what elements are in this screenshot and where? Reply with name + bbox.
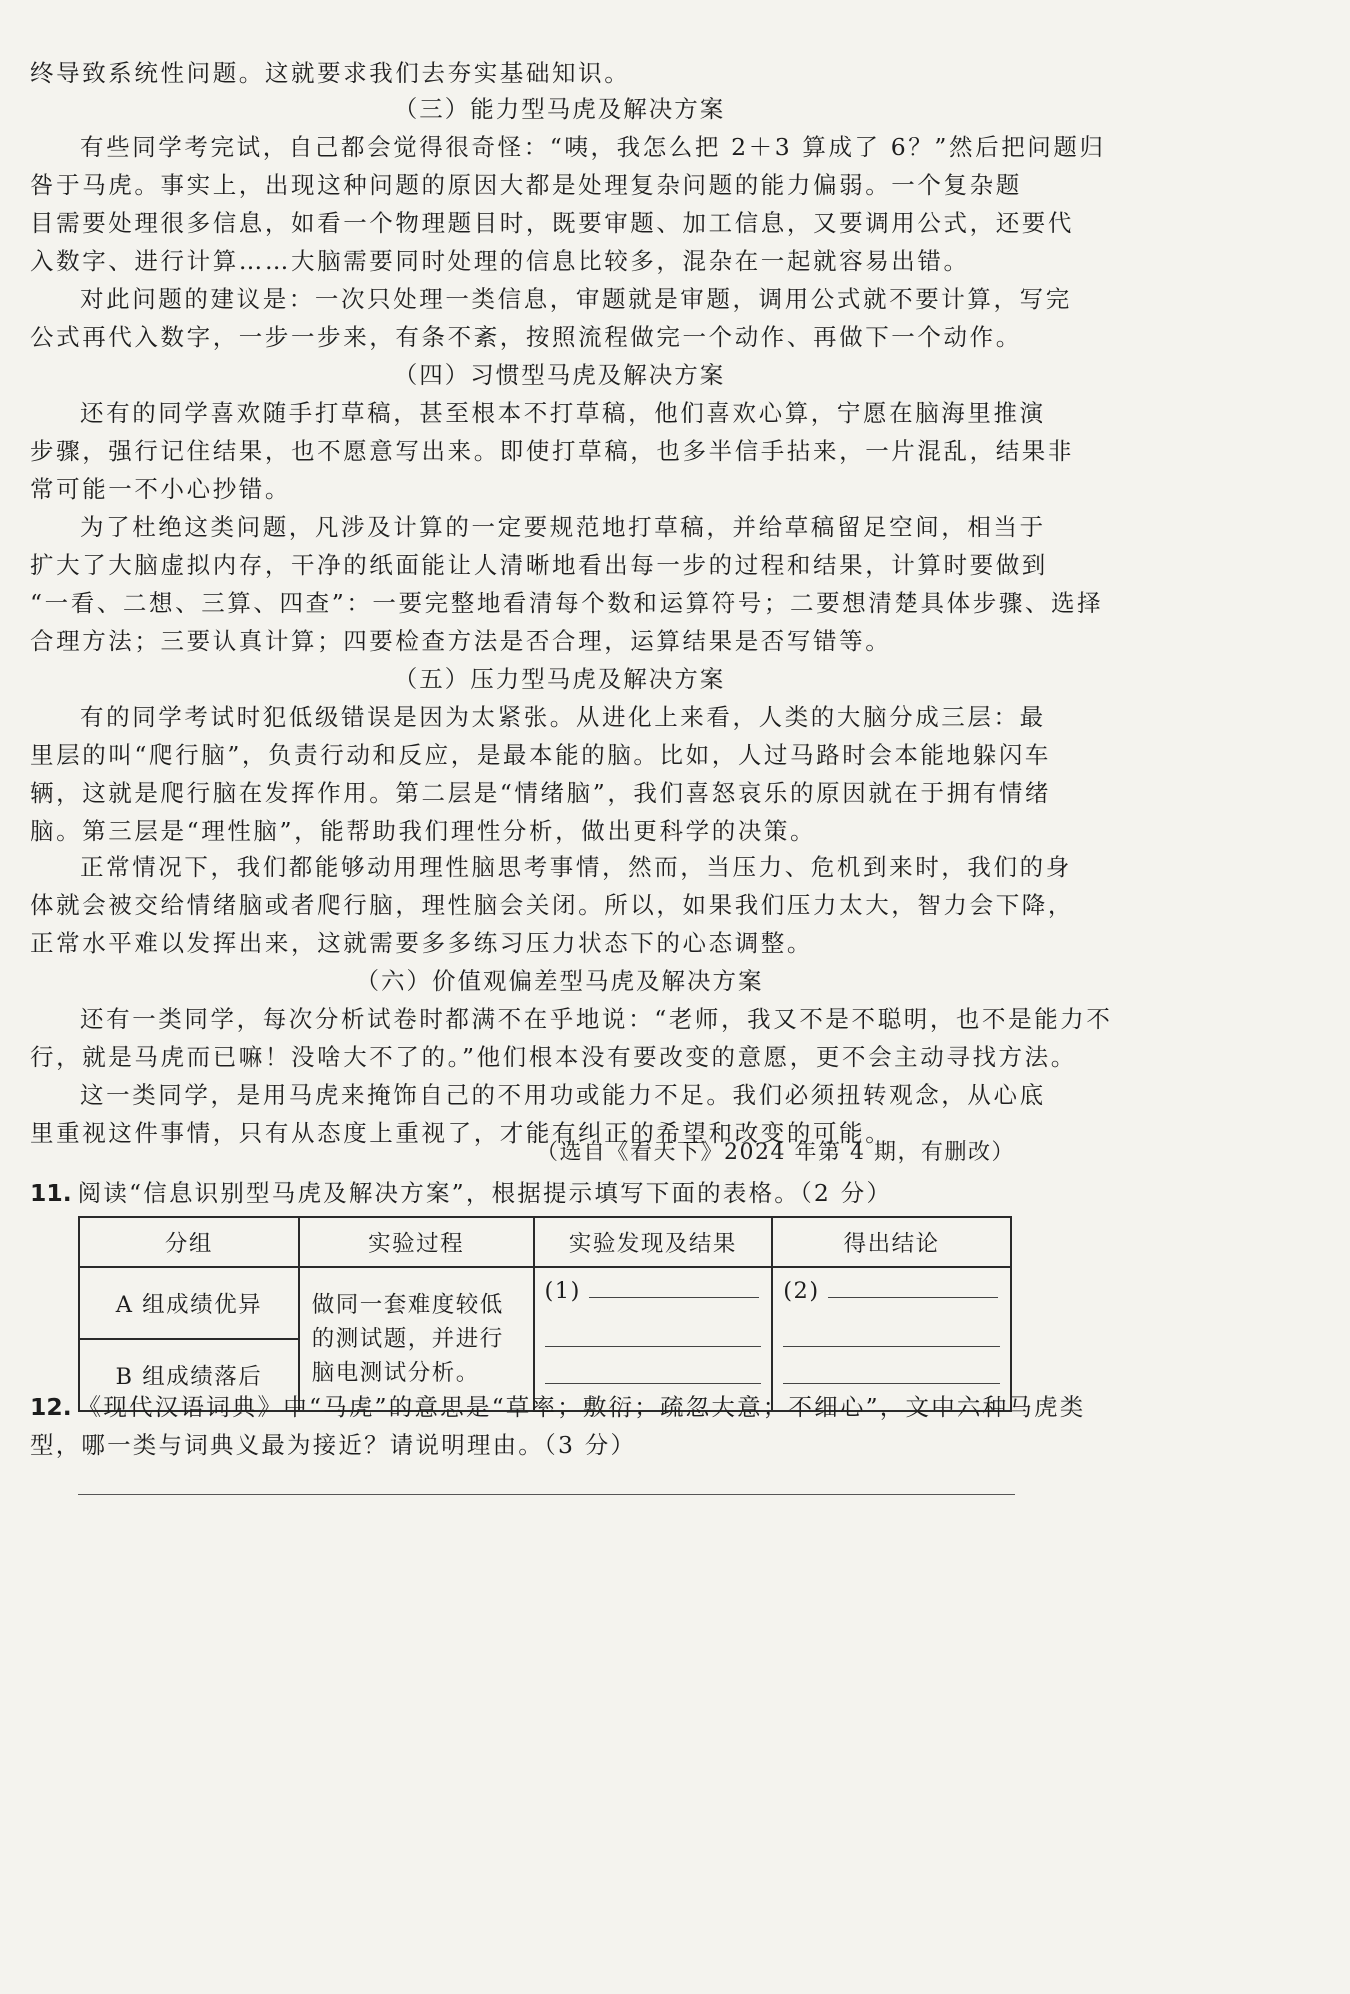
paragraph-line: 有些同学考完试，自己都会觉得很奇怪：“咦，我怎么把 2＋3 算成了 6？”然后把问题归: [80, 133, 1106, 161]
paragraph-line: 为了杜绝这类问题，凡涉及计算的一定要规范地打草稿，并给草稿留足空间，相当于: [80, 513, 1046, 541]
paragraph-line: 对此问题的建议是：一次只处理一类信息，审题就是审题，调用公式就不要计算，写完: [80, 285, 1072, 313]
section-heading-5: （五）压力型马虎及解决方案: [393, 665, 726, 693]
question-text: 型，哪一类与词典义最为接近？请说明理由。（3 分）: [30, 1431, 637, 1459]
paragraph-line: 步骤，强行记住结果，也不愿意写出来。即使打草稿，也多半信手拈来，一片混乱，结果非: [30, 437, 1074, 465]
answer-line[interactable]: [783, 1373, 1000, 1384]
paragraph-line: 合理方法；三要认真计算；四要检查方法是否合理，运算结果是否写错等。: [30, 627, 892, 655]
paragraph-line: 辆，这就是爬行脑在发挥作用。第二层是“情绪脑”，我们喜怒哀乐的原因就在于拥有情绪: [30, 779, 1052, 807]
section-heading-3: （三）能力型马虎及解决方案: [393, 95, 726, 123]
paragraph-line: 入数字、进行计算……大脑需要同时处理的信息比较多，混杂在一起就容易出错。: [30, 247, 970, 275]
question-number: 12.: [30, 1393, 72, 1421]
table-header: 实验过程: [299, 1217, 534, 1267]
group-b-cell: B 组成绩落后: [79, 1339, 299, 1411]
paragraph-line: 行，就是马虎而已嘛！没啥大不了的。”他们根本没有要改变的意愿，更不会主动寻找方法。: [30, 1043, 1077, 1071]
answer-line[interactable]: [783, 1336, 1000, 1347]
paragraph-line: “一看、二想、三算、四查”：一要完整地看清每个数和运算符号；二要想清楚具体步骤、选择: [30, 589, 1104, 617]
section-heading-4: （四）习惯型马虎及解决方案: [393, 361, 726, 389]
table-header-row: [79, 1217, 1011, 1267]
paragraph-line: 脑。第三层是“理性脑”，能帮助我们理性分析，做出更科学的决策。: [30, 817, 817, 845]
blank-label: (1): [544, 1278, 581, 1304]
question-number: 11.: [30, 1179, 72, 1207]
question-12: [30, 1392, 1085, 1422]
paragraph-line: 里重视这件事情，只有从态度上重视了，才能有纠正的希望和改变的可能。: [30, 1119, 892, 1147]
experiment-table: [78, 1216, 1012, 1412]
paragraph-line: 咎于马虎。事实上，出现这种问题的原因大都是处理复杂问题的能力偏弱。一个复杂题: [30, 171, 1022, 199]
answer-blank-2[interactable]: [772, 1267, 1011, 1411]
answer-line[interactable]: [78, 1494, 1015, 1495]
article-line: 终导致系统性问题。这就要求我们去夯实基础知识。: [30, 59, 631, 87]
paragraph-line: 还有的同学喜欢随手打草稿，甚至根本不打草稿，他们喜欢心算，宁愿在脑海里推演: [80, 399, 1046, 427]
paragraph-line: 公式再代入数字，一步一步来，有条不紊，按照流程做完一个动作、再做下一个动作。: [30, 323, 1022, 351]
question-11: [30, 1178, 892, 1208]
answer-line[interactable]: [545, 1336, 762, 1347]
source-citation: （选自《看天下》2024 年第 4 期，有删改）: [536, 1140, 1015, 1165]
question-text: 阅读“信息识别型马虎及解决方案”，根据提示填写下面的表格。（2 分）: [77, 1179, 893, 1207]
answer-blank-1[interactable]: [534, 1267, 773, 1411]
table-header: 实验发现及结果: [534, 1217, 773, 1267]
answer-line[interactable]: [589, 1285, 759, 1298]
paragraph-line: 这一类同学，是用马虎来掩饰自己的不用功或能力不足。我们必须扭转观念，从心底: [80, 1081, 1046, 1109]
table-header: 得出结论: [772, 1217, 1011, 1267]
paragraph-line: 正常水平难以发挥出来，这就需要多多练习压力状态下的心态调整。: [30, 929, 813, 957]
paragraph-line: 有的同学考试时犯低级错误是因为太紧张。从进化上来看，人类的大脑分成三层：最: [80, 703, 1046, 731]
paragraph-line: 常可能一不小心抄错。: [30, 475, 291, 503]
paragraph-line: 目需要处理很多信息，如看一个物理题目时，既要审题、加工信息，又要调用公式，还要代: [30, 209, 1074, 237]
section-heading-6: （六）价值观偏差型马虎及解决方案: [355, 967, 764, 995]
group-a-cell: A 组成绩优异: [79, 1267, 299, 1339]
paragraph-line: 扩大了大脑虚拟内存，干净的纸面能让人清晰地看出每一步的过程和结果，计算时要做到: [30, 551, 1048, 579]
table-header: 分组: [79, 1217, 299, 1267]
table-row: [79, 1267, 1011, 1339]
process-cell: 做同一套难度较低的测试题，并进行脑电测试分析。: [299, 1267, 534, 1411]
paragraph-line: 里层的叫“爬行脑”，负责行动和反应，是最本能的脑。比如，人过马路时会本能地躲闪车: [30, 741, 1052, 769]
paragraph-line: 还有一类同学，每次分析试卷时都满不在乎地说：“老师，我又不是不聪明，也不是能力不: [80, 1005, 1113, 1033]
answer-line[interactable]: [828, 1285, 998, 1298]
paragraph-line: 正常情况下，我们都能够动用理性脑思考事情，然而，当压力、危机到来时，我们的身: [80, 853, 1072, 881]
paragraph-line: 体就会被交给情绪脑或者爬行脑，理性脑会关闭。所以，如果我们压力太大，智力会下降，: [30, 891, 1074, 919]
question-text: 《现代汉语词典》中“马虎”的意思是“草率；敷衍；疏忽大意；不细心”，文中六种马虎类: [77, 1393, 1086, 1421]
blank-label: (2): [783, 1278, 820, 1304]
answer-line[interactable]: [545, 1373, 762, 1384]
